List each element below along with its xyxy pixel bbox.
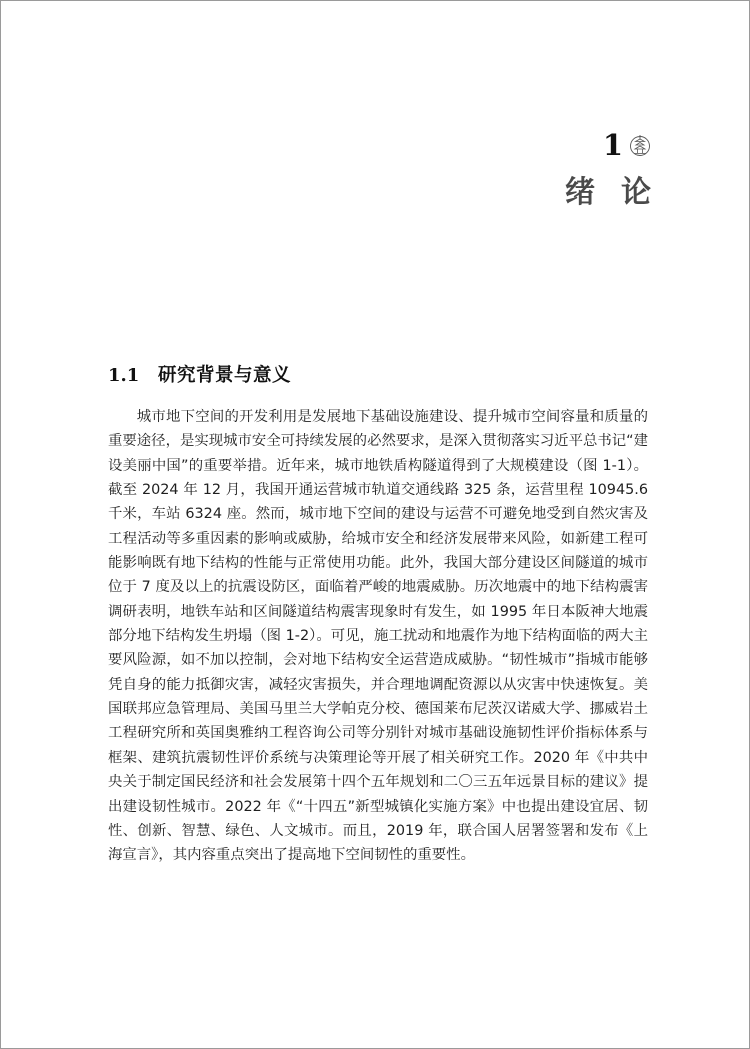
chapter-number: 1: [602, 128, 623, 162]
chapter-title: 绪论: [565, 175, 677, 210]
section-title: 研究背景与意义: [158, 365, 292, 386]
pagoda-ornament-icon: [629, 132, 651, 158]
section-number: 1.1: [108, 365, 140, 386]
section-heading: [108, 361, 291, 387]
body-paragraph: 城市地下空间的开发利用是发展地下基础设施建设、提升城市空间容量和质量的重要途径，是实现城市安全可持续发展的必然要求，是深入贯彻落实习近平总书记“建设美丽中国”的重要举措。近年来，城市地铁盾构隧道得到了大规模建设（图 1-1）。截至 2024 年 12 月，我国开通运营城市轨道交通线路 325 条，运营里程 10945.6 千米，车站 6324 座。然而，城市地下空间的建设与运营不可避免地受到自然灾害及工程活动等多重因素的影响或威胁，给城市安全和经济发展带来风险，如新建工程可能影响既有地下结构的性能与正常使用功能。此外，我国大部分建设区间隧道的城市位于 7 度及以上的抗震设防区，面临着严峻的地震威胁。历次地震中的地下结构震害调研表明，地铁车站和区间隧道结构震害现象时有发生，如 1995 年日本阪神大地震部分地下结构发生坍塌（图 1-2）。可见，施工扰动和地震作为地下结构面临的两大主要风险源，如不加以控制，会对地下结构安全运营造成威胁。“韧性城市”指城市能够凭自身的能力抵御灾害，减轻灾害损失，并合理地调配资源以从灾害中快速恢复。美国联邦应急管理局、美国马里兰大学帕克分校、德国莱布尼茨汉诺威大学、挪威岩土工程研究所和英国奥雅纳工程咨询公司等分别针对城市基础设施韧性评价指标体系与框架、建筑抗震韧性评价系统与决策理论等开展了相关研究工作。2020 年《中共中央关于制定国民经济和社会发展第十四个五年规划和二〇三五年远景目标的建议》提出建设韧性城市。2022 年《“十四五”新型城镇化实施方案》中也提出建设宜居、韧性、创新、智慧、绿色、人文城市。而且，2019 年，联合国人居署签署和发布《上海宣言》，其内容重点突出了提高地下空间韧性的重要性。: [108, 409, 648, 864]
chapter-heading: [603, 129, 651, 161]
